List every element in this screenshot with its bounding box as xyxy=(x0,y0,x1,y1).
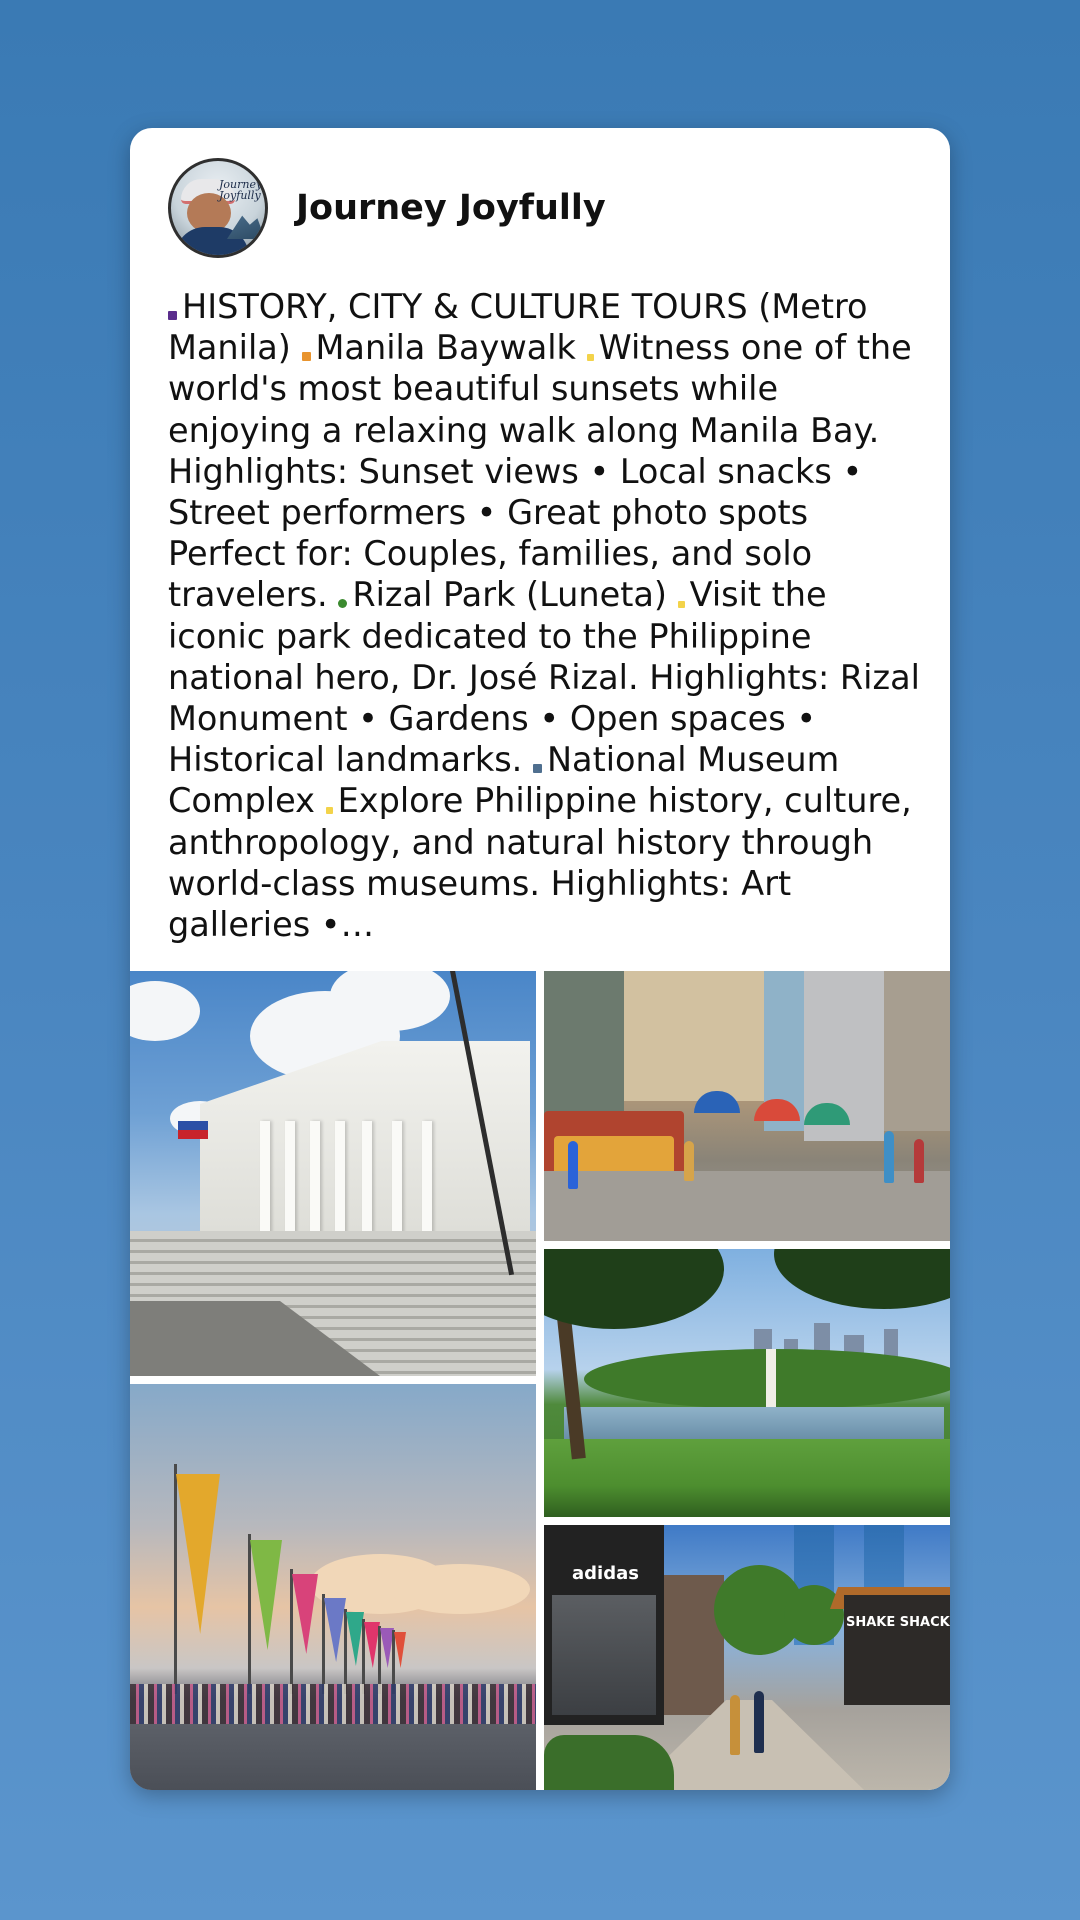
photo-gallery xyxy=(130,971,950,1790)
post-header xyxy=(168,156,606,260)
person xyxy=(684,1141,694,1181)
baywalk-promenade xyxy=(130,1724,536,1790)
cloud xyxy=(390,1564,530,1614)
reflecting-pool xyxy=(564,1407,944,1439)
tree-canopy xyxy=(544,1249,724,1329)
banner-pole xyxy=(344,1609,347,1694)
person xyxy=(754,1691,764,1753)
building xyxy=(544,971,624,1121)
restaurant-sign: SHAKE SHACK xyxy=(846,1615,950,1630)
tree-icon xyxy=(338,599,347,608)
person xyxy=(914,1139,924,1183)
person xyxy=(730,1695,740,1755)
avatar-mountain xyxy=(227,213,265,239)
building xyxy=(624,971,764,1101)
photo-national-museum[interactable] xyxy=(130,971,536,1376)
building xyxy=(884,971,950,1131)
sparkle-icon xyxy=(326,807,333,814)
banner-pole xyxy=(322,1594,325,1694)
post-text-segment: HISTORY, CITY & CULTURE TOURS (Metro Manila) xyxy=(168,287,868,368)
banner xyxy=(176,1474,220,1634)
sparkle-icon xyxy=(678,601,685,608)
store-logo: adidas xyxy=(572,1563,639,1584)
photo-manila-baywalk[interactable] xyxy=(130,1384,536,1790)
person xyxy=(568,1141,578,1189)
restaurant-front xyxy=(844,1595,950,1705)
purple-square-icon xyxy=(168,311,177,320)
hedge xyxy=(544,1735,674,1790)
photo-shopping-district[interactable] xyxy=(544,1525,950,1790)
cloud xyxy=(130,981,200,1041)
post-text-segment: Explore Philippine history, culture, anthropology, and natural history through world-class museums. Highlights: Art galleries •… xyxy=(168,781,912,945)
post-text-segment: Visit the iconic park dedicated to the Philippine national hero, Dr. José Rizal. Highlights: Rizal Monument • Gardens • Open spaces • Historical landmarks. xyxy=(168,575,920,780)
avatar[interactable] xyxy=(168,158,268,258)
post-text-segment: Rizal Park (Luneta) xyxy=(352,575,678,615)
banner xyxy=(250,1540,282,1650)
banner xyxy=(394,1632,406,1668)
post-text-segment: National Museum Complex xyxy=(168,740,840,821)
post-text xyxy=(168,286,920,1078)
sparkle-icon xyxy=(587,354,594,361)
sunset-icon xyxy=(302,352,311,361)
banner-pole xyxy=(290,1569,293,1694)
crowd xyxy=(130,1684,536,1724)
banner-pole xyxy=(248,1534,251,1694)
store-window xyxy=(552,1595,656,1715)
photo-street-market[interactable] xyxy=(544,971,950,1241)
avatar-logo-text: Journey Joyfully xyxy=(219,178,263,202)
tree-canopy xyxy=(774,1249,950,1309)
philippine-flag xyxy=(178,1121,208,1139)
park-lawn xyxy=(544,1439,950,1517)
person xyxy=(884,1131,894,1183)
tree-trunk xyxy=(556,1309,586,1460)
post-text-segment: Manila Baywalk xyxy=(315,328,587,368)
banner xyxy=(292,1574,318,1654)
museum-icon xyxy=(533,764,542,773)
post-card xyxy=(130,128,950,1790)
post-text-segment: Witness one of the world's most beautiful sunsets while enjoying a relaxing walk along Manila Bay. Highlights: Sunset views • Local snacks • Street performers • Great photo spots Perfect for: Couples, families, and solo travelers. xyxy=(168,328,912,615)
banner-pole xyxy=(174,1464,177,1694)
rizal-monument xyxy=(766,1349,776,1407)
page-name[interactable]: Journey Joyfully xyxy=(296,188,606,228)
banner-pole xyxy=(362,1619,365,1694)
photo-rizal-park[interactable] xyxy=(544,1249,950,1517)
banner xyxy=(324,1598,346,1662)
